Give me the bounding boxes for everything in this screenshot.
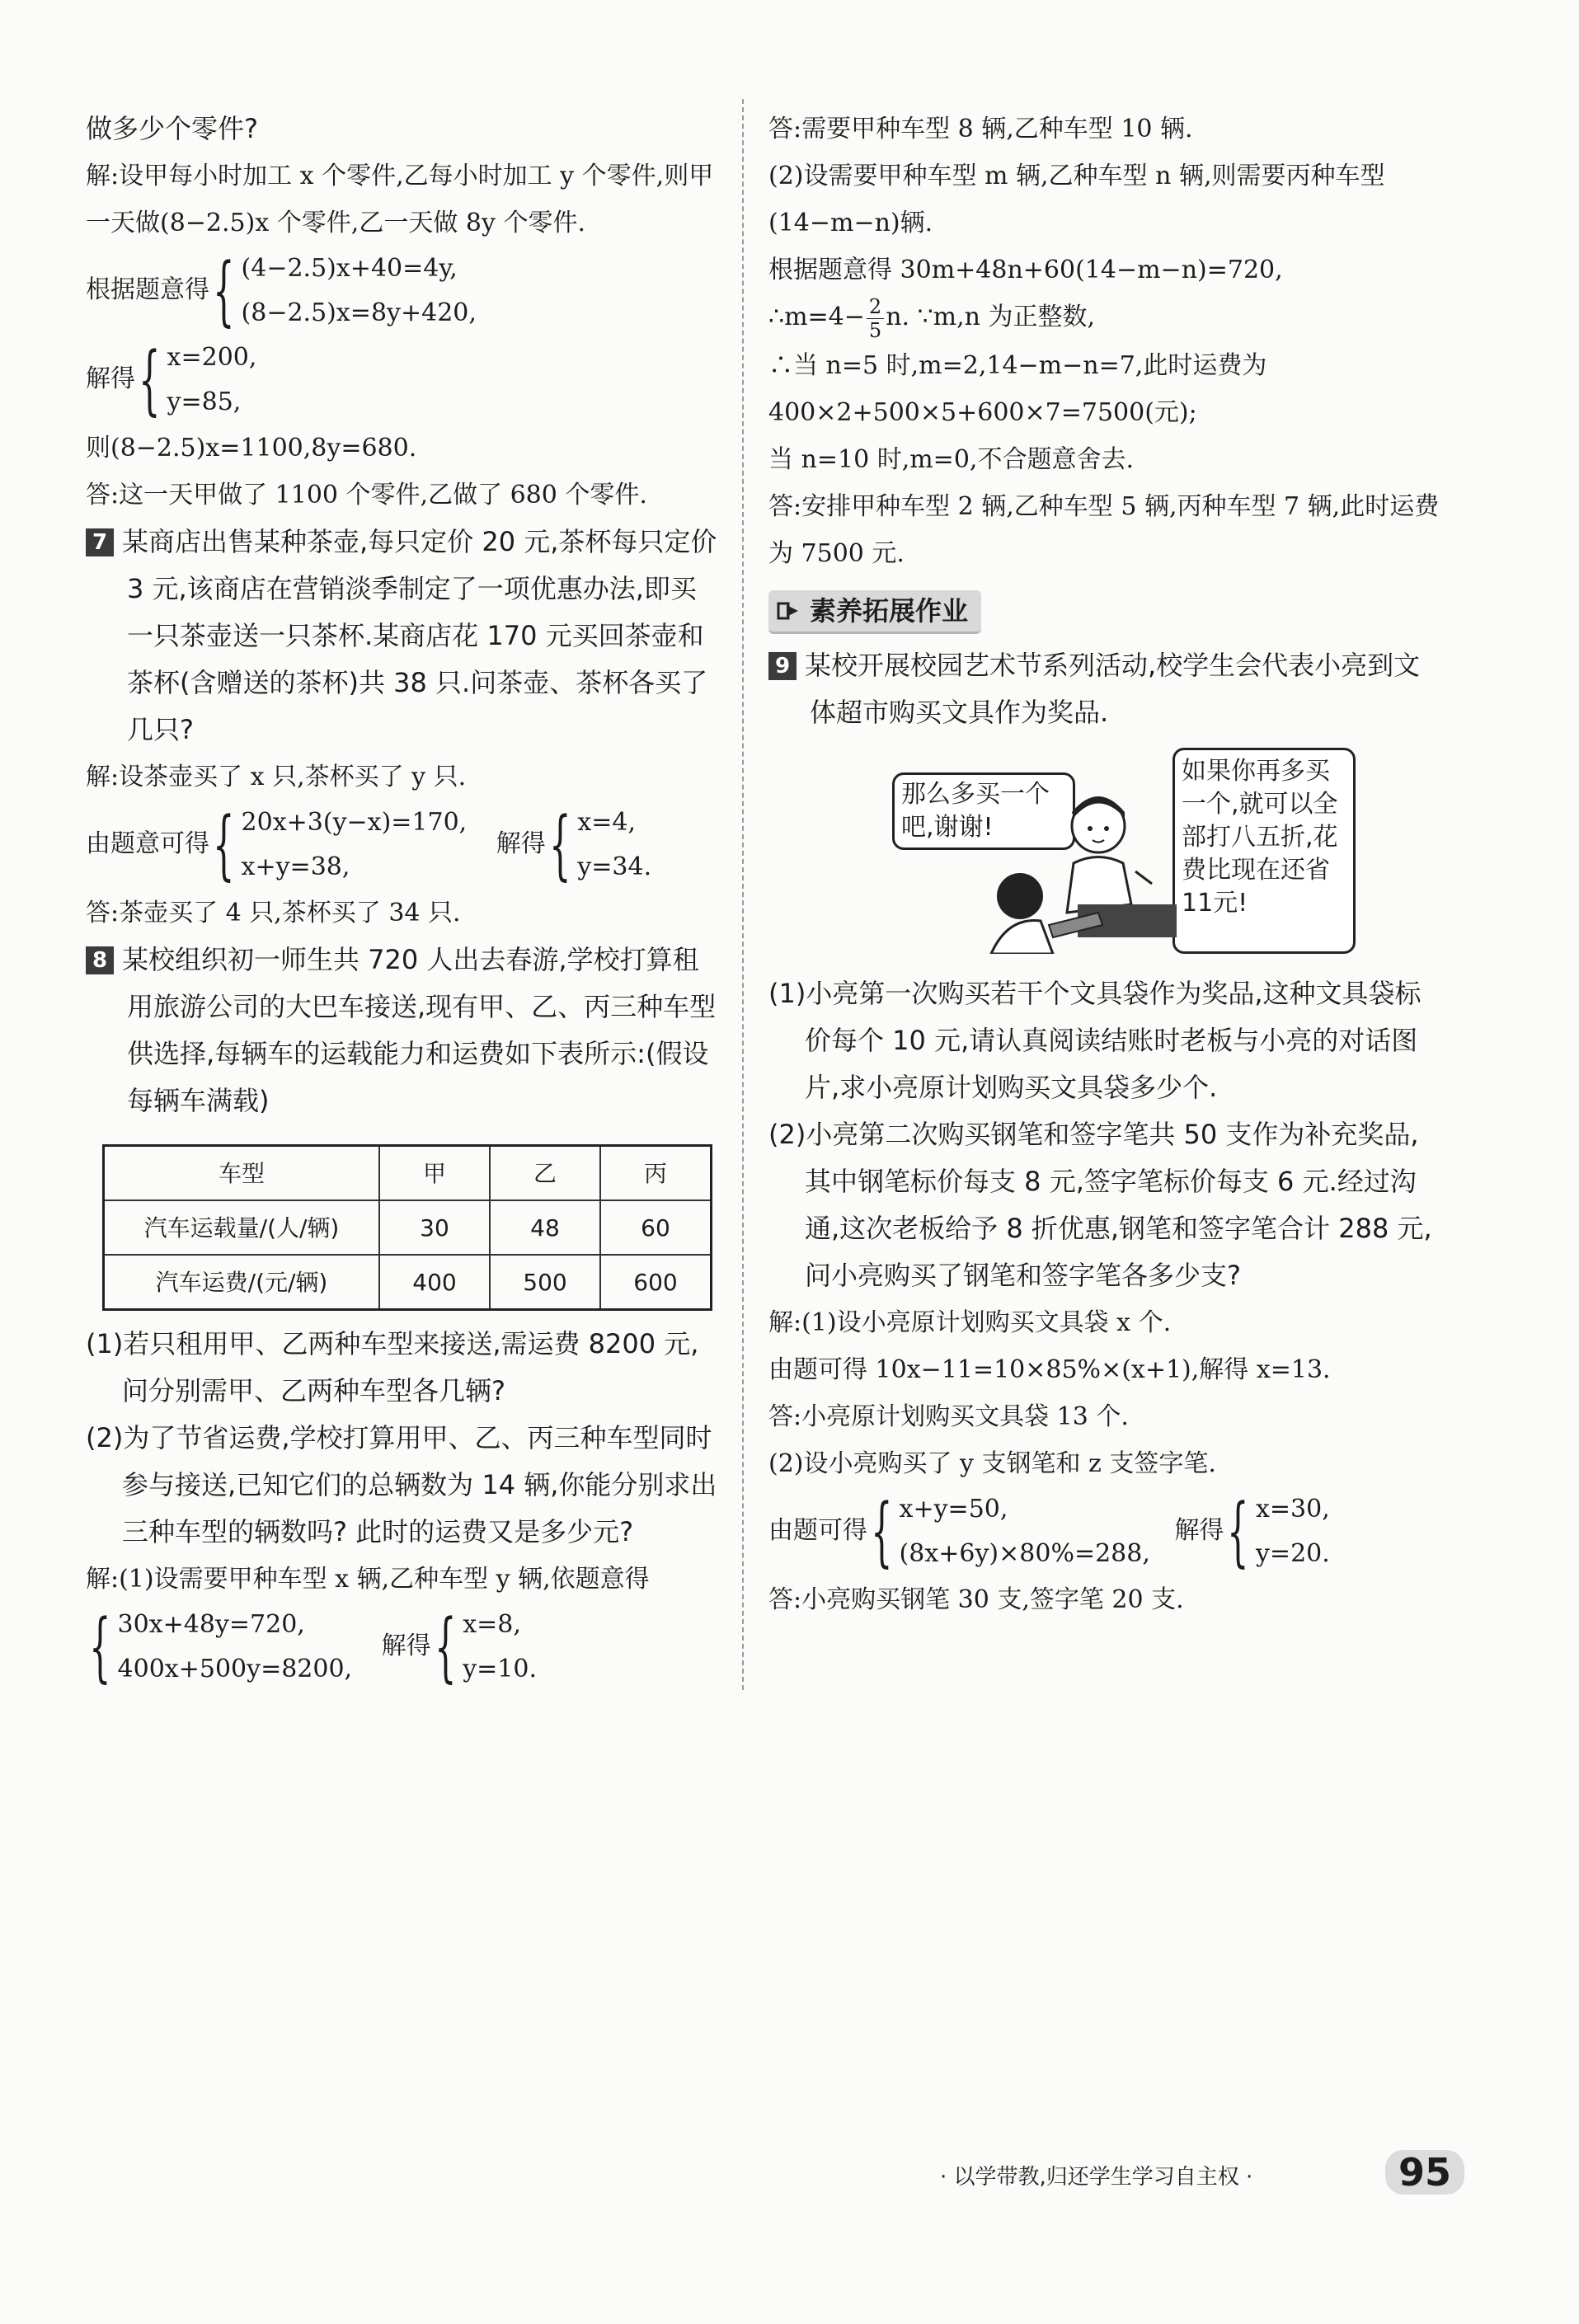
- solution-text: 则(8−2.5)x=1100,8y=680.: [86, 434, 417, 462]
- dialogue-illustration: [892, 748, 1354, 954]
- equation: 30x+48y=720,: [117, 1610, 305, 1639]
- column-divider: [742, 99, 744, 1690]
- solution-text: 根据题意得 30m+48n+60(14−m−n)=720,: [768, 256, 1283, 284]
- formula-part: ∴m=4−: [768, 303, 865, 331]
- table-header-cell: 乙: [490, 1146, 600, 1201]
- sub-question: (2)小亮第二次购买钢笔和签字笔共 50 支作为补充奖品,其中钢笔标价每支 8 元,签字笔标价每支 6 元.经过沟通,这次老板给予 8 折优惠,钢笔和签字笔合计 288 元,问小亮购买了钢笔和签字笔各多少支?: [768, 1118, 1432, 1291]
- equation-lead: 解得: [86, 364, 135, 393]
- table-cell: 30: [379, 1200, 490, 1255]
- answer-text: 答:茶壶买了 4 只,茶杯买了 34 只.: [86, 899, 461, 927]
- table-header-cell: 甲: [379, 1146, 490, 1201]
- equation-lead: 解得: [496, 829, 546, 858]
- table-cell: 60: [600, 1200, 712, 1255]
- answer-text: 答:需要甲种车型 8 辆,乙种车型 10 辆.: [768, 115, 1193, 143]
- equation: y=20.: [1255, 1538, 1330, 1568]
- answer-text: 答:这一天甲做了 1100 个零件,乙做了 680 个零件.: [86, 481, 647, 509]
- question-text: 某校开展校园艺术节系列活动,校学生会代表小亮到文体超市购买文具作为奖品.: [805, 649, 1421, 728]
- brace-icon: {: [548, 800, 571, 889]
- equation-lead: 解得: [1174, 1515, 1224, 1545]
- equation-system: [768, 1487, 1445, 1576]
- equation: y=34.: [577, 852, 652, 881]
- solution-text: (2)设需要甲种车型 m 辆,乙种车型 n 辆,则需要丙种车型(14−m−n)辆.: [768, 162, 1385, 237]
- equation: (8−2.5)x=8y+420,: [241, 298, 477, 327]
- table-cell: 汽车运费/(元/辆): [104, 1255, 380, 1310]
- solution-text: [768, 293, 1445, 342]
- table-cell: 600: [600, 1255, 712, 1310]
- formula-part: n. ∵m,n 为正整数,: [886, 303, 1096, 331]
- fraction: [867, 295, 884, 342]
- people-illustration: [975, 781, 1181, 954]
- equation: (8x+6y)×80%=288,: [899, 1538, 1150, 1568]
- question-8: [86, 937, 721, 1124]
- solution-text: 当 n=10 时,m=0,不合题意舍去.: [768, 444, 1134, 474]
- answer-text: 答:安排甲种车型 2 辆,乙种车型 5 辆,丙种车型 7 辆,此时运费为 7500 元.: [768, 491, 1440, 568]
- footer-slogan: · 以学带教,归还学生学习自主权 ·: [940, 2165, 1253, 2190]
- equation-lead: 根据题意得: [86, 275, 209, 304]
- equation-system: [86, 1603, 721, 1692]
- answer-text: 答:小亮购买钢笔 30 支,签字笔 20 支.: [768, 1585, 1184, 1614]
- equation: x=200,: [167, 343, 257, 372]
- left-column: [86, 106, 721, 1692]
- equation-lead: 由题意可得: [86, 829, 209, 858]
- solution-text: ∴当 n=5 时,m=2,14−m−n=7,此时运费为 400×2+500×5+600×7=7500(元);: [768, 350, 1267, 427]
- text-line: 做多少个零件?: [86, 113, 258, 144]
- solution-text: 解:(1)设小亮原计划购买文具袋 x 个.: [768, 1308, 1172, 1337]
- brace-icon: {: [213, 800, 235, 889]
- equation: x=4,: [577, 808, 636, 837]
- table-cell: 48: [490, 1200, 600, 1255]
- table-header-row: [104, 1146, 712, 1201]
- sub-question: (2)为了节省运费,学校打算用甲、乙、丙三种车型同时参与接送,已知它们的总辆数为 14 辆,你能分别求出三种车型的辆数吗? 此时的运费又是多少元?: [86, 1422, 717, 1547]
- brace-icon: {: [139, 336, 161, 424]
- equation: 400x+500y=8200,: [117, 1655, 353, 1683]
- question-text: 某校组织初一师生共 720 人出去春游,学校打算租用旅游公司的大巴车接送,现有甲、乙、丙三种车型供选择,每辆车的运载能力和运费如下表所示:(假设每辆车满载): [122, 944, 717, 1116]
- equation: x=8,: [463, 1610, 521, 1639]
- brace-icon: {: [434, 1603, 457, 1691]
- equation: 20x+3(y−x)=170,: [241, 808, 468, 837]
- question-text: 某商店出售某种茶壶,每只定价 20 元,茶杯每只定价 3 元,该商店在营销淡季制定了一项优惠办法,即买一只茶壶送一只茶杯.某商店花 170 元买回茶壶和茶杯(含赠送的茶杯)共 38 只.问茶壶、茶杯各买了几只?: [122, 526, 717, 745]
- table-cell: 汽车运载量/(人/辆): [104, 1200, 380, 1255]
- brace-icon: {: [1227, 1486, 1249, 1575]
- sub-question: (1)小亮第一次购买若干个文具袋作为奖品,这种文具袋标价每个 10 元,请认真阅读结账时老板与小亮的对话图片,求小亮原计划购买文具袋多少个.: [768, 977, 1422, 1103]
- solution-text: (2)设小亮购买了 y 支钢笔和 z 支签字笔.: [768, 1448, 1216, 1478]
- table-cell: 400: [379, 1255, 490, 1310]
- equation-system: [86, 336, 721, 425]
- section-badge: [768, 590, 981, 634]
- equation: y=10.: [463, 1655, 537, 1683]
- solution-text: 解:(1)设需要甲种车型 x 辆,乙种车型 y 辆,依题意得: [86, 1565, 650, 1594]
- question-number-badge: 9: [768, 652, 797, 680]
- equation-lead: 由题可得: [768, 1515, 867, 1545]
- table-row: [104, 1255, 712, 1310]
- equation: x=30,: [1255, 1494, 1330, 1524]
- table-cell: 500: [490, 1255, 600, 1310]
- question-9: [768, 642, 1445, 736]
- fraction-numerator: 2: [867, 295, 884, 319]
- brace-icon: {: [871, 1486, 893, 1575]
- fraction-denominator: 5: [868, 318, 882, 342]
- table-row: [104, 1200, 712, 1255]
- answer-text: 答:小亮原计划购买文具袋 13 个.: [768, 1401, 1129, 1431]
- solution-text: 由题可得 10x−11=10×85%×(x+1),解得 x=13.: [768, 1354, 1331, 1384]
- page-number: 95: [1385, 2150, 1464, 2195]
- pencil-arrow-icon: [777, 599, 801, 623]
- question-number-badge: 7: [86, 528, 114, 556]
- solution-text: 解:设甲每小时加工 x 个零件,乙每小时加工 y 个零件,则甲一天做(8−2.5)x 个零件,乙一天做 8y 个零件.: [86, 162, 714, 237]
- table-header-cell: 丙: [600, 1146, 712, 1201]
- question-7: [86, 519, 721, 754]
- equation-system: [86, 246, 721, 336]
- vehicle-table: [102, 1144, 712, 1311]
- speech-bubble-left: 那么多买一个吧,谢谢!: [892, 772, 1075, 850]
- equation-system: [86, 800, 721, 890]
- brace-icon: {: [89, 1603, 111, 1691]
- speech-bubble-right: 如果你再多买一个,就可以全部打八五折,花费比现在还省11元!: [1173, 748, 1356, 954]
- equation-lead: 解得: [381, 1631, 431, 1660]
- equation: x+y=50,: [899, 1494, 1008, 1524]
- section-header: [768, 590, 1445, 634]
- solution-text: 解:设茶壶买了 x 只,茶杯买了 y 只.: [86, 763, 467, 791]
- brace-icon: {: [213, 246, 235, 335]
- equation: x+y=38,: [241, 852, 350, 881]
- equation: (4−2.5)x+40=4y,: [241, 254, 458, 283]
- section-title: 素养拓展作业: [810, 594, 969, 627]
- table-header-cell: 车型: [104, 1146, 380, 1201]
- question-number-badge: 8: [86, 946, 114, 974]
- sub-question: (1)若只租用甲、乙两种车型来接送,需运费 8200 元,问分别需甲、乙两种车型各几辆?: [86, 1328, 699, 1406]
- right-column: [768, 106, 1445, 1623]
- equation: y=85,: [167, 387, 242, 416]
